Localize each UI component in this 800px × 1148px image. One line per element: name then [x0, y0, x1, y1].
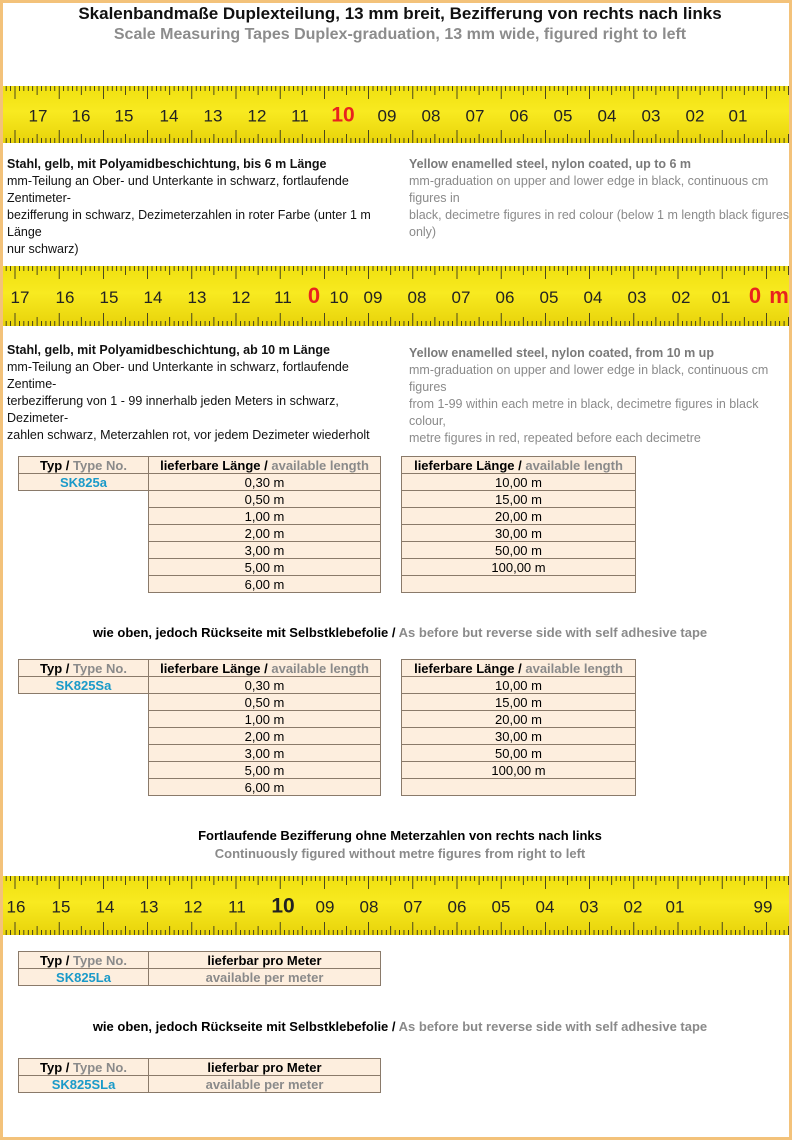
tape-label: 06 — [509, 106, 529, 126]
length-cell: 20,00 m — [402, 508, 636, 525]
section1-line-de: mm-Teilung an Ober- und Unterkante in schwarz, fortlaufende Zentimeter- — [7, 174, 349, 205]
tape-label: 0 — [748, 283, 762, 308]
length-cell: 30,00 m — [402, 728, 636, 745]
tape-label: 12 — [183, 897, 203, 917]
type-table-3 — [18, 951, 381, 986]
length-cell: 2,00 m — [149, 728, 381, 745]
tape-label: 15 — [114, 106, 134, 126]
length-cell: 5,00 m — [149, 559, 381, 576]
length-header: lieferbare Länge / available length — [402, 457, 636, 474]
section3-title-de: Fortlaufende Bezifferung ohne Meterzahlen von rechts nach links — [198, 828, 602, 843]
tape-label: 05 — [553, 106, 573, 126]
tape-label: 04 — [597, 106, 617, 126]
length-cell-empty — [402, 779, 636, 796]
tape3-graduation — [3, 876, 789, 935]
tape-label: 08 — [359, 897, 379, 917]
section2-line-en: metre figures in red, repeated before each decimetre — [409, 431, 701, 445]
note-adhesive-1: wie oben, jedoch Rückseite mit Selbstklebefolie / As before but reverse side with self adhesive tape — [92, 625, 708, 640]
type-code: SK825Sa — [19, 677, 149, 694]
type-code: SK825SLa — [19, 1076, 149, 1093]
tape-label: 13 — [187, 288, 207, 307]
type-table-4 — [18, 1058, 381, 1093]
length-cell: 0,30 m — [149, 474, 381, 491]
tape-label: 08 — [421, 106, 441, 126]
type-code: SK825a — [19, 474, 149, 491]
tape-label: 09 — [363, 288, 383, 307]
tape-label: 14 — [159, 106, 179, 126]
page-title-en: Scale Measuring Tapes Duplex-graduation, 13 mm wide, figured right to left — [113, 26, 687, 43]
tape-label: 12 — [231, 288, 251, 307]
type-header: Typ / Type No. — [19, 1059, 149, 1076]
tape-label: 14 — [95, 897, 115, 917]
section2-title-de: Stahl, gelb, mit Polyamidbeschichtung, ab 10 m Länge — [7, 343, 330, 357]
tape-label: 06 — [447, 897, 467, 917]
type-code: SK825La — [19, 969, 149, 986]
type-header: Typ / Type No. — [19, 660, 149, 677]
length-cell: 0,30 m — [149, 677, 381, 694]
tape-label: 0 — [307, 283, 321, 308]
length-cell: 2,00 m — [149, 525, 381, 542]
tape-label: 16 — [6, 897, 26, 917]
tape-label: 12 — [247, 106, 267, 126]
length-cell: 6,00 m — [149, 779, 381, 796]
tape-label: 17 — [10, 288, 30, 307]
tape-label: 10 — [331, 103, 355, 127]
tape-label: 99 — [753, 897, 773, 917]
measuring-tape-2 — [3, 266, 789, 326]
length-header: lieferbare Länge / available length — [402, 660, 636, 677]
tape-label: 16 — [55, 288, 75, 307]
length-cell: 15,00 m — [402, 694, 636, 711]
length-cell: 6,00 m — [149, 576, 381, 593]
length-table-2 — [401, 659, 636, 796]
section2-line-de: terbezifferung von 1 - 99 innerhalb jeden Meters in schwarz, Dezimeter- — [7, 394, 339, 425]
section2-line-en: from 1-99 within each metre in black, decimetre figures in black colour, — [409, 397, 759, 428]
per-meter-en: available per meter — [149, 969, 381, 986]
tape2-graduation — [3, 266, 789, 326]
tape-label: 13 — [203, 106, 223, 126]
section1-line-en: black, decimetre figures in red colour (below 1 m length black figures only) — [409, 208, 790, 239]
tape-label: 08 — [407, 288, 427, 307]
tape-label: 07 — [403, 897, 423, 917]
tape-label: m — [769, 283, 789, 308]
length-cell: 100,00 m — [402, 559, 636, 576]
tape-label: 01 — [665, 897, 685, 917]
measuring-tape-1 — [3, 86, 789, 143]
section2-line-de: mm-Teilung an Ober- und Unterkante in schwarz, fortlaufende Zentime- — [7, 360, 349, 391]
tape-label: 03 — [579, 897, 599, 917]
length-cell: 100,00 m — [402, 762, 636, 779]
section1-line-de: nur schwarz) — [7, 242, 79, 256]
length-cell: 50,00 m — [402, 542, 636, 559]
length-cell: 1,00 m — [149, 508, 381, 525]
section3-title-en: Continuously figured without metre figures from right to left — [214, 846, 586, 861]
section2-title-en: Yellow enamelled steel, nylon coated, from 10 m up — [409, 346, 714, 360]
tape-label: 06 — [495, 288, 515, 307]
per-meter-header: lieferbar pro Meter — [149, 952, 381, 969]
length-cell: 0,50 m — [149, 694, 381, 711]
tape-label: 02 — [671, 288, 691, 307]
length-header: lieferbare Länge / available length — [149, 457, 381, 474]
tape-label: 03 — [627, 288, 647, 307]
tape-label: 05 — [539, 288, 559, 307]
tape1-graduation — [3, 86, 789, 143]
tape-label: 17 — [28, 106, 48, 126]
section1-title-en: Yellow enamelled steel, nylon coated, up to 6 m — [409, 157, 692, 171]
section2-description-de — [7, 342, 397, 444]
tape-label: 11 — [274, 288, 292, 307]
tape-label: 16 — [71, 106, 91, 126]
tape-label: 09 — [315, 897, 335, 917]
type-header: Typ / Type No. — [19, 457, 149, 474]
length-cell: 3,00 m — [149, 745, 381, 762]
section1-line-en: mm-graduation on upper and lower edge in black, continuous cm figures in — [409, 174, 769, 205]
section1-description-de — [7, 156, 397, 258]
length-header: lieferbare Länge / available length — [149, 660, 381, 677]
length-cell: 10,00 m — [402, 677, 636, 694]
length-table-1 — [401, 456, 636, 593]
tape-label: 04 — [583, 288, 603, 307]
tape-label: 10 — [329, 288, 349, 307]
tape-label: 02 — [685, 106, 705, 126]
tape-label: 10 — [271, 894, 295, 918]
length-cell: 20,00 m — [402, 711, 636, 728]
section1-line-de: bezifferung in schwarz, Dezimeterzahlen in roter Farbe (unter 1 m Länge — [7, 208, 371, 239]
tape-label: 02 — [623, 897, 643, 917]
measuring-tape-3 — [3, 876, 789, 935]
page-title-de: Skalenbandmaße Duplexteilung, 13 mm breit, Bezifferung von rechts nach links — [78, 4, 722, 23]
note-adhesive-2: wie oben, jedoch Rückseite mit Selbstklebefolie / As before but reverse side with self adhesive tape — [92, 1019, 708, 1034]
length-cell: 10,00 m — [402, 474, 636, 491]
tape-label: 11 — [228, 897, 246, 917]
section2-line-de: zahlen schwarz, Meterzahlen rot, vor jedem Dezimeter wiederholt — [7, 428, 370, 442]
tape-label: 07 — [465, 106, 485, 126]
section1-description-en — [409, 156, 794, 241]
tape-label: 01 — [711, 288, 731, 307]
type-header: Typ / Type No. — [19, 952, 149, 969]
section2-line-en: mm-graduation on upper and lower edge in black, continuous cm figures — [409, 363, 769, 394]
length-cell-empty — [402, 576, 636, 593]
tape-label: 09 — [377, 106, 397, 126]
type-table-1 — [18, 456, 381, 593]
section1-title-de: Stahl, gelb, mit Polyamidbeschichtung, bis 6 m Länge — [7, 157, 327, 171]
tape-label: 04 — [535, 897, 555, 917]
tape-label: 07 — [451, 288, 471, 307]
tape-label: 11 — [291, 106, 309, 126]
type-table-2 — [18, 659, 381, 796]
length-cell: 15,00 m — [402, 491, 636, 508]
per-meter-header: lieferbar pro Meter — [149, 1059, 381, 1076]
tape-label: 03 — [641, 106, 661, 126]
length-cell: 50,00 m — [402, 745, 636, 762]
tape-label: 15 — [99, 288, 119, 307]
tape-label: 15 — [51, 897, 71, 917]
tape-label: 05 — [491, 897, 511, 917]
length-cell: 30,00 m — [402, 525, 636, 542]
section2-description-en — [409, 345, 794, 447]
length-cell: 0,50 m — [149, 491, 381, 508]
tape-label: 14 — [143, 288, 163, 307]
tape-label: 01 — [728, 106, 748, 126]
length-cell: 1,00 m — [149, 711, 381, 728]
length-cell: 3,00 m — [149, 542, 381, 559]
length-cell: 5,00 m — [149, 762, 381, 779]
per-meter-en: available per meter — [149, 1076, 381, 1093]
tape-label: 13 — [139, 897, 159, 917]
